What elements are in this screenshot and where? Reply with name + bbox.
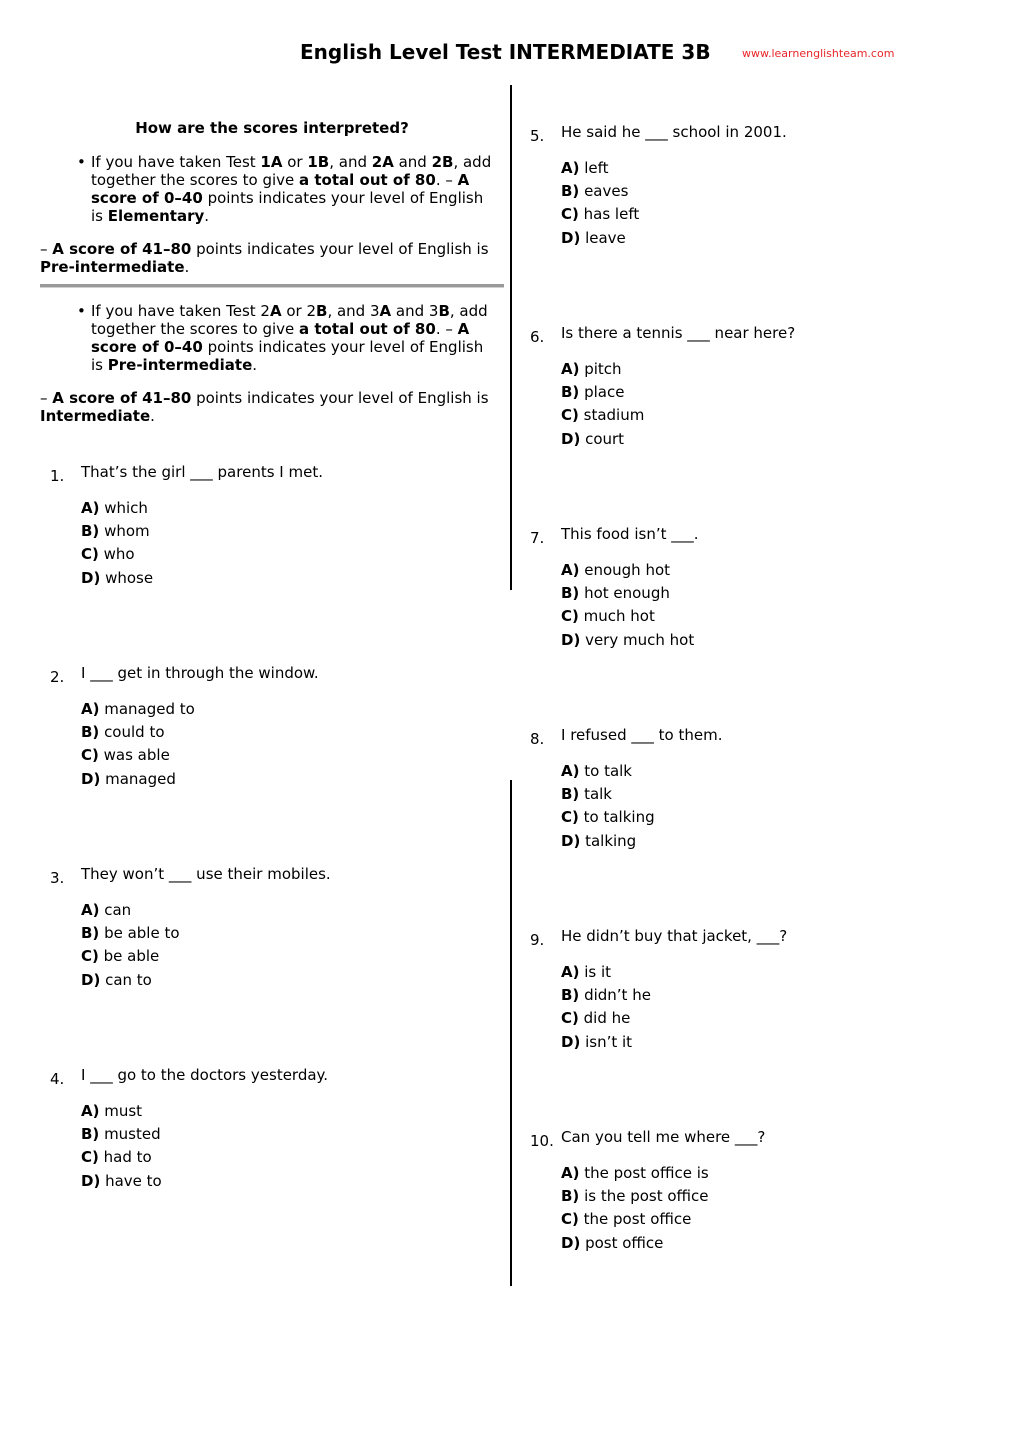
answer-option[interactable] bbox=[561, 762, 655, 785]
option-text: could to bbox=[99, 723, 165, 742]
answer-option[interactable] bbox=[81, 924, 180, 947]
answer-option[interactable] bbox=[81, 1172, 162, 1195]
scores-bullet-1 bbox=[40, 153, 510, 225]
scores-note-2 bbox=[40, 389, 510, 425]
answer-option[interactable] bbox=[561, 1210, 709, 1233]
answer-options bbox=[561, 561, 694, 654]
question-number: 1. bbox=[50, 467, 65, 485]
answer-option[interactable] bbox=[561, 1009, 651, 1032]
bullet-line: score of 0–40 points indicates your level of English bbox=[91, 338, 484, 356]
question-stem: That’s the girl ___ parents I met. bbox=[81, 463, 323, 481]
answer-option[interactable] bbox=[81, 746, 195, 769]
option-letter: A) bbox=[81, 901, 100, 919]
question-number: 5. bbox=[530, 127, 545, 145]
answer-option[interactable] bbox=[561, 1187, 709, 1210]
scores-bullet-2 bbox=[40, 302, 510, 374]
option-text: much hot bbox=[578, 607, 655, 626]
bullet-dot-icon: • bbox=[77, 153, 86, 171]
page-header bbox=[0, 40, 1024, 70]
option-letter: C) bbox=[81, 746, 99, 765]
answer-option[interactable] bbox=[561, 383, 644, 406]
option-letter: C) bbox=[561, 1009, 579, 1028]
option-letter: C) bbox=[561, 406, 579, 425]
answer-options bbox=[81, 901, 180, 994]
question-4 bbox=[50, 1066, 490, 1216]
question-number: 6. bbox=[530, 328, 545, 346]
option-text: was able bbox=[98, 746, 170, 765]
option-text: the post office bbox=[578, 1210, 692, 1229]
answer-option[interactable] bbox=[561, 584, 694, 607]
website-link[interactable]: www.learnenglishteam.com bbox=[742, 47, 895, 60]
option-text: has left bbox=[578, 205, 640, 224]
question-9 bbox=[530, 927, 970, 1077]
answer-option[interactable] bbox=[81, 901, 180, 924]
option-letter: B) bbox=[561, 584, 580, 603]
answer-options bbox=[561, 762, 655, 855]
answer-options bbox=[81, 499, 153, 592]
question-number: 9. bbox=[530, 931, 545, 949]
option-letter: A) bbox=[561, 963, 580, 981]
option-letter: A) bbox=[561, 762, 580, 780]
bullet-line: is Elementary. bbox=[91, 207, 210, 225]
option-letter: C) bbox=[561, 808, 579, 827]
answer-option[interactable] bbox=[561, 832, 655, 855]
option-letter: A) bbox=[561, 1164, 580, 1182]
note-line: – A score of 41–80 points indicates your level of English is bbox=[40, 240, 489, 258]
option-letter: A) bbox=[81, 499, 100, 517]
option-letter: B) bbox=[81, 924, 100, 943]
option-text: can bbox=[99, 901, 132, 919]
option-letter: D) bbox=[81, 970, 101, 989]
answer-option[interactable] bbox=[81, 700, 195, 723]
answer-options bbox=[81, 700, 195, 793]
option-text: very much hot bbox=[580, 630, 695, 649]
option-letter: C) bbox=[81, 947, 99, 966]
option-letter: D) bbox=[561, 831, 581, 850]
bullet-line: together the scores to give a total out of 80. – A bbox=[91, 171, 470, 189]
answer-option[interactable] bbox=[561, 1033, 651, 1056]
question-stem: He didn’t buy that jacket, ___? bbox=[561, 927, 788, 945]
answer-option[interactable] bbox=[81, 569, 153, 592]
answer-options bbox=[561, 360, 644, 453]
note-line: Pre-intermediate. bbox=[40, 258, 190, 276]
option-letter: B) bbox=[561, 785, 580, 804]
option-letter: A) bbox=[81, 700, 100, 718]
option-text: the post office is bbox=[579, 1164, 709, 1182]
answer-option[interactable] bbox=[81, 1102, 162, 1125]
question-number: 4. bbox=[50, 1070, 65, 1088]
answer-option[interactable] bbox=[81, 770, 195, 793]
question-6 bbox=[530, 324, 970, 474]
answer-option[interactable] bbox=[81, 723, 195, 746]
answer-option[interactable] bbox=[81, 947, 180, 970]
option-letter: D) bbox=[561, 1233, 581, 1252]
option-text: is the post office bbox=[579, 1187, 709, 1206]
answer-option[interactable] bbox=[561, 159, 639, 182]
bullet-dot-icon: • bbox=[77, 302, 86, 320]
option-letter: D) bbox=[561, 1032, 581, 1051]
bullet-line: • If you have taken Test 1A or 1B, and 2A and 2B, add bbox=[77, 153, 492, 171]
question-number: 7. bbox=[530, 529, 545, 547]
answer-option[interactable] bbox=[561, 430, 644, 453]
question-stem: They won’t ___ use their mobiles. bbox=[81, 865, 331, 883]
option-text: is it bbox=[579, 963, 612, 981]
option-letter: D) bbox=[81, 769, 101, 788]
option-text: whose bbox=[100, 568, 154, 587]
question-8 bbox=[530, 726, 970, 876]
option-text: who bbox=[98, 545, 135, 564]
option-letter: D) bbox=[561, 429, 581, 448]
question-stem: Is there a tennis ___ near here? bbox=[561, 324, 796, 342]
option-text: must bbox=[99, 1102, 143, 1120]
answer-option[interactable] bbox=[81, 1148, 162, 1171]
note-line: – A score of 41–80 points indicates your level of English is bbox=[40, 389, 489, 407]
question-stem: He said he ___ school in 2001. bbox=[561, 123, 787, 141]
answer-option[interactable] bbox=[561, 205, 639, 228]
answer-option[interactable] bbox=[561, 631, 694, 654]
option-text: can to bbox=[100, 970, 152, 989]
question-5 bbox=[530, 123, 970, 273]
option-text: managed bbox=[100, 769, 176, 788]
option-text: enough hot bbox=[579, 561, 671, 579]
bullet-line: • If you have taken Test 2A or 2B, and 3A and 3B, add bbox=[77, 302, 488, 320]
question-10 bbox=[530, 1128, 970, 1278]
option-letter: B) bbox=[81, 1125, 100, 1144]
answer-options bbox=[81, 1102, 162, 1195]
question-stem: I refused ___ to them. bbox=[561, 726, 723, 744]
question-number: 10. bbox=[530, 1132, 554, 1150]
option-text: didn’t he bbox=[579, 986, 651, 1005]
question-stem: I ___ get in through the window. bbox=[81, 664, 319, 682]
option-text: be able bbox=[98, 947, 160, 966]
option-letter: D) bbox=[561, 228, 581, 247]
option-text: to talk bbox=[579, 762, 632, 780]
answer-option[interactable] bbox=[561, 229, 639, 252]
option-text: leave bbox=[580, 228, 626, 247]
option-letter: B) bbox=[561, 1187, 580, 1206]
option-letter: C) bbox=[561, 205, 579, 224]
option-text: pitch bbox=[579, 360, 622, 378]
answer-option[interactable] bbox=[561, 785, 655, 808]
option-text: did he bbox=[578, 1009, 631, 1028]
answer-options bbox=[561, 159, 639, 252]
answer-option[interactable] bbox=[81, 971, 180, 994]
question-number: 8. bbox=[530, 730, 545, 748]
option-letter: D) bbox=[561, 630, 581, 649]
column-divider-bottom bbox=[510, 780, 512, 1286]
note-line: Intermediate. bbox=[40, 407, 155, 425]
question-stem: Can you tell me where ___? bbox=[561, 1128, 766, 1146]
question-3 bbox=[50, 865, 490, 1015]
option-text: talk bbox=[579, 785, 612, 804]
option-text: post office bbox=[580, 1233, 664, 1252]
answer-option[interactable] bbox=[561, 561, 694, 584]
option-text: isn’t it bbox=[580, 1032, 633, 1051]
option-letter: A) bbox=[81, 1102, 100, 1120]
option-text: be able to bbox=[99, 924, 180, 943]
answer-option[interactable] bbox=[81, 1125, 162, 1148]
option-letter: A) bbox=[561, 360, 580, 378]
answer-options bbox=[561, 963, 651, 1056]
option-letter: C) bbox=[81, 545, 99, 564]
option-text: talking bbox=[580, 831, 637, 850]
option-text: had to bbox=[98, 1148, 152, 1167]
answer-option[interactable] bbox=[561, 963, 651, 986]
option-letter: A) bbox=[561, 159, 580, 177]
option-letter: B) bbox=[81, 723, 100, 742]
option-letter: B) bbox=[81, 522, 100, 541]
option-letter: C) bbox=[561, 1210, 579, 1229]
page-title: English Level Test INTERMEDIATE 3B bbox=[300, 40, 711, 64]
option-text: eaves bbox=[579, 182, 629, 201]
option-text: have to bbox=[100, 1171, 162, 1190]
bullet-line: is Pre-intermediate. bbox=[91, 356, 258, 374]
option-letter: D) bbox=[81, 568, 101, 587]
question-2 bbox=[50, 664, 490, 814]
option-letter: C) bbox=[561, 607, 579, 626]
answer-option[interactable] bbox=[561, 406, 644, 429]
answer-option[interactable] bbox=[561, 607, 694, 630]
option-text: musted bbox=[99, 1125, 161, 1144]
option-text: to talking bbox=[578, 808, 655, 827]
question-1 bbox=[50, 463, 490, 613]
option-text: stadium bbox=[578, 406, 645, 425]
option-letter: C) bbox=[81, 1148, 99, 1167]
question-7 bbox=[530, 525, 970, 675]
answer-options bbox=[561, 1164, 709, 1257]
option-text: place bbox=[579, 383, 625, 402]
question-stem: This food isn’t ___. bbox=[561, 525, 699, 543]
answer-option[interactable] bbox=[81, 545, 153, 568]
answer-option[interactable] bbox=[561, 1234, 709, 1257]
answer-option[interactable] bbox=[81, 522, 153, 545]
answer-option[interactable] bbox=[561, 1164, 709, 1187]
option-letter: D) bbox=[81, 1171, 101, 1190]
option-text: whom bbox=[99, 522, 150, 541]
option-text: managed to bbox=[99, 700, 195, 718]
question-number: 3. bbox=[50, 869, 65, 887]
option-text: left bbox=[579, 159, 609, 177]
scores-note-1 bbox=[40, 240, 510, 276]
option-letter: B) bbox=[561, 182, 580, 201]
answer-option[interactable] bbox=[561, 182, 639, 205]
bullet-line: together the scores to give a total out of 80. – A bbox=[91, 320, 470, 338]
option-letter: B) bbox=[561, 986, 580, 1005]
option-text: court bbox=[580, 429, 625, 448]
option-letter: B) bbox=[561, 383, 580, 402]
scores-heading: How are the scores interpreted? bbox=[135, 119, 409, 137]
option-letter: A) bbox=[561, 561, 580, 579]
answer-option[interactable] bbox=[561, 986, 651, 1009]
bullet-line: score of 0–40 points indicates your level of English bbox=[91, 189, 484, 207]
answer-option[interactable] bbox=[561, 360, 644, 383]
option-text: which bbox=[99, 499, 148, 517]
section-divider bbox=[40, 284, 504, 288]
question-stem: I ___ go to the doctors yesterday. bbox=[81, 1066, 329, 1084]
question-number: 2. bbox=[50, 668, 65, 686]
option-text: hot enough bbox=[579, 584, 670, 603]
answer-option[interactable] bbox=[81, 499, 153, 522]
answer-option[interactable] bbox=[561, 808, 655, 831]
column-divider-top bbox=[510, 85, 512, 590]
